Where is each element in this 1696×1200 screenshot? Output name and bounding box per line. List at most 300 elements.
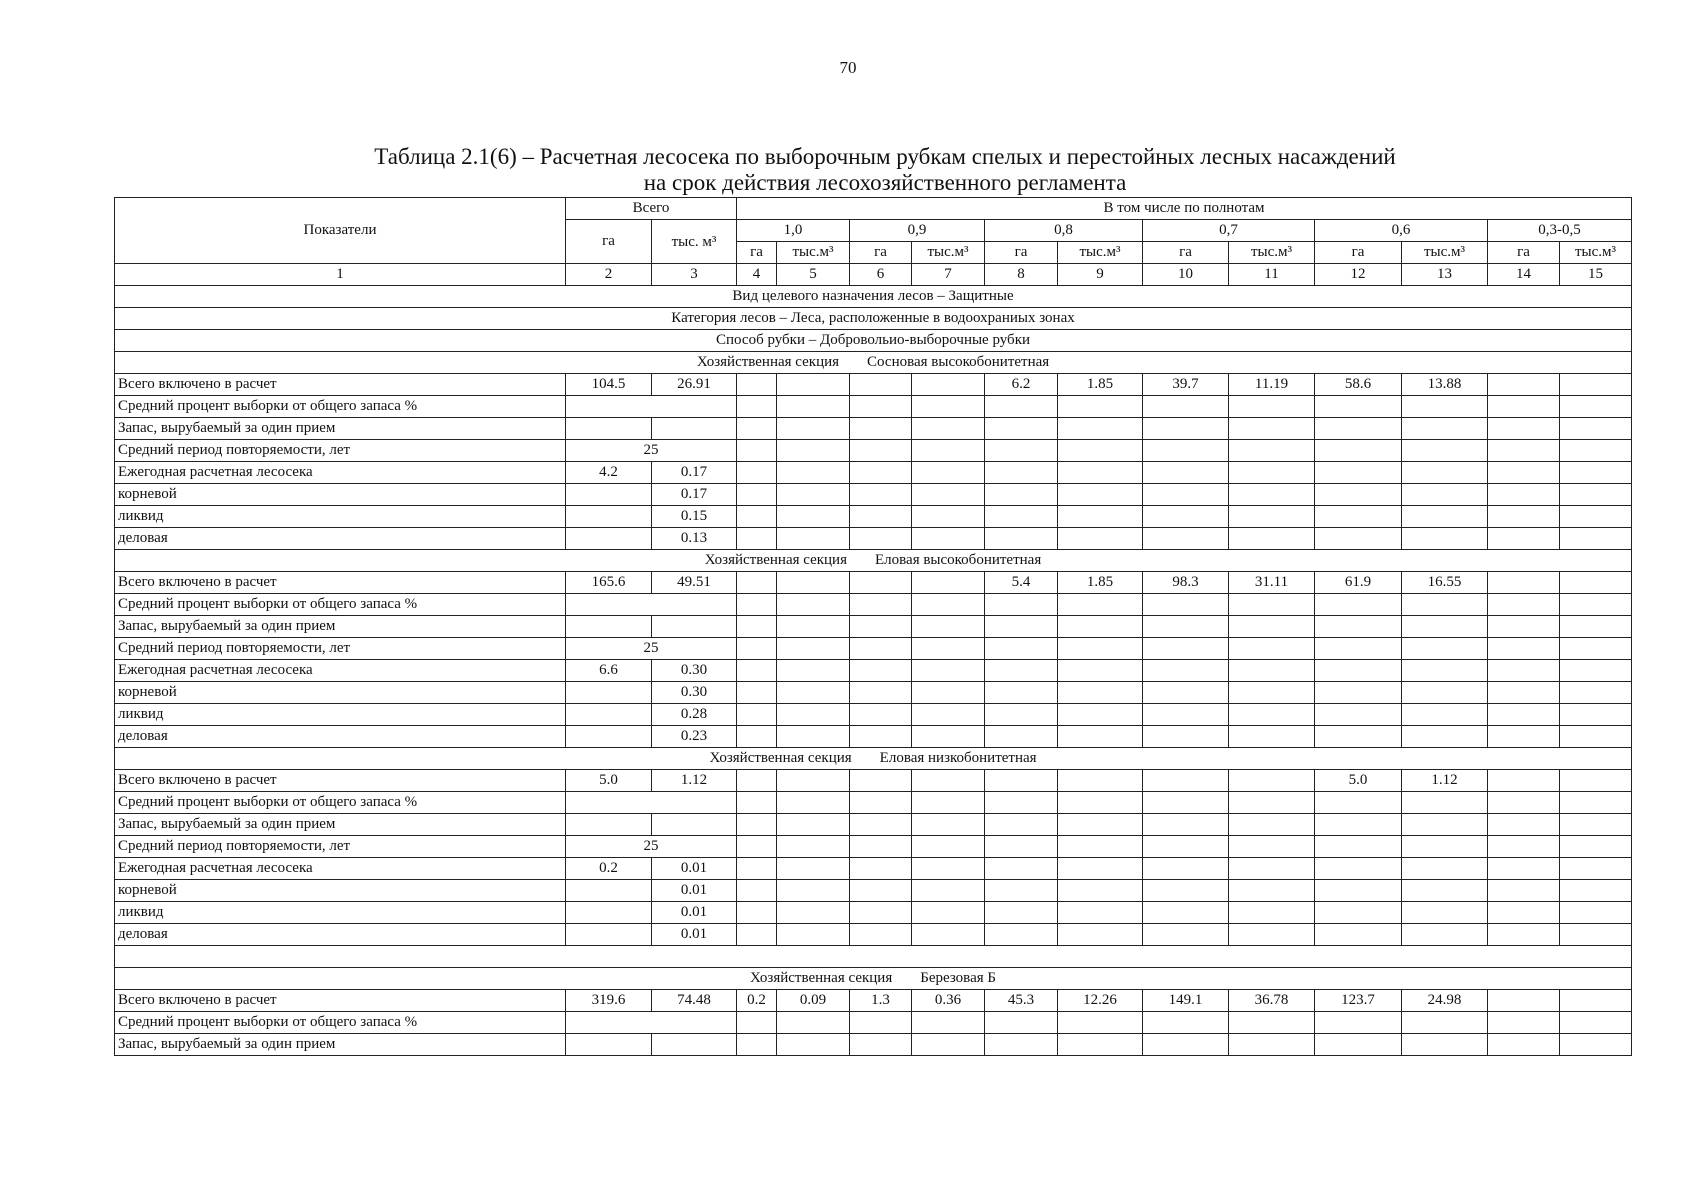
value-cell bbox=[1143, 396, 1229, 418]
value-cell bbox=[1229, 792, 1315, 814]
value-cell bbox=[1560, 484, 1632, 506]
row-label: деловая bbox=[115, 726, 566, 748]
header-unit-ha: га bbox=[985, 242, 1058, 264]
value-cell bbox=[985, 726, 1058, 748]
value-cell: 0.01 bbox=[652, 858, 737, 880]
value-cell bbox=[1402, 880, 1488, 902]
value-cell bbox=[777, 682, 850, 704]
header-column-numbers bbox=[115, 264, 1632, 286]
value-cell bbox=[985, 880, 1058, 902]
value-cell bbox=[985, 792, 1058, 814]
value-cell bbox=[850, 880, 912, 902]
value-cell: 4.2 bbox=[566, 462, 652, 484]
table-title bbox=[0, 144, 1696, 196]
value-cell bbox=[985, 682, 1058, 704]
value-cell bbox=[1315, 726, 1402, 748]
table-body bbox=[115, 286, 1632, 1056]
value-cell bbox=[566, 902, 652, 924]
value-cell bbox=[1560, 902, 1632, 924]
value-cell bbox=[1229, 396, 1315, 418]
value-cell bbox=[1143, 506, 1229, 528]
value-cell bbox=[1058, 594, 1143, 616]
value-cell bbox=[850, 902, 912, 924]
value-cell bbox=[985, 594, 1058, 616]
value-cell bbox=[1229, 440, 1315, 462]
row-label: Запас, вырубаемый за один прием bbox=[115, 1034, 566, 1056]
value-cell: 1.85 bbox=[1058, 374, 1143, 396]
value-cell bbox=[737, 704, 777, 726]
value-cell bbox=[566, 528, 652, 550]
col-number: 7 bbox=[912, 264, 985, 286]
value-cell bbox=[1058, 660, 1143, 682]
table-row bbox=[115, 770, 1632, 792]
value-cell bbox=[850, 770, 912, 792]
col-number: 4 bbox=[737, 264, 777, 286]
value-cell bbox=[1402, 638, 1488, 660]
value-cell bbox=[1229, 880, 1315, 902]
value-cell bbox=[912, 682, 985, 704]
value-cell bbox=[1402, 814, 1488, 836]
value-cell bbox=[850, 814, 912, 836]
table-row bbox=[115, 462, 1632, 484]
value-cell bbox=[912, 858, 985, 880]
value-cell bbox=[1560, 374, 1632, 396]
value-cell bbox=[737, 660, 777, 682]
value-cell bbox=[566, 726, 652, 748]
header-density-0-7: 0,7 bbox=[1143, 220, 1315, 242]
value-cell bbox=[652, 616, 737, 638]
value-cell bbox=[1143, 440, 1229, 462]
value-cell bbox=[1229, 704, 1315, 726]
value-cell bbox=[1143, 792, 1229, 814]
header-unit-thous-m3: тыс.м³ bbox=[777, 242, 850, 264]
table-row bbox=[115, 836, 1632, 858]
row-label: ликвид bbox=[115, 902, 566, 924]
value-cell bbox=[1058, 770, 1143, 792]
value-cell bbox=[850, 836, 912, 858]
cutting-method-band: Способ рубки – Добровольио-выборочные рубки bbox=[115, 330, 1632, 352]
value-cell bbox=[985, 770, 1058, 792]
value-cell bbox=[1229, 858, 1315, 880]
row-label: Запас, вырубаемый за один прием bbox=[115, 616, 566, 638]
value-cell: 6.6 bbox=[566, 660, 652, 682]
value-cell bbox=[737, 594, 777, 616]
value-cell bbox=[985, 506, 1058, 528]
value-cell bbox=[985, 924, 1058, 946]
value-cell: 0.01 bbox=[652, 924, 737, 946]
value-cell bbox=[850, 506, 912, 528]
value-cell bbox=[737, 374, 777, 396]
table-row bbox=[115, 1034, 1632, 1056]
section-header-row bbox=[115, 968, 1632, 990]
value-cell bbox=[1058, 682, 1143, 704]
row-label: ликвид bbox=[115, 506, 566, 528]
table-row bbox=[115, 682, 1632, 704]
value-cell bbox=[1402, 836, 1488, 858]
value-cell bbox=[1315, 660, 1402, 682]
value-cell bbox=[1058, 638, 1143, 660]
value-cell bbox=[1402, 440, 1488, 462]
value-cell bbox=[652, 814, 737, 836]
value-cell bbox=[566, 682, 652, 704]
value-cell: 0.36 bbox=[912, 990, 985, 1012]
value-cell bbox=[1402, 396, 1488, 418]
row-label: корневой bbox=[115, 682, 566, 704]
value-cell bbox=[850, 704, 912, 726]
value-cell bbox=[566, 924, 652, 946]
value-cell bbox=[985, 814, 1058, 836]
table-header bbox=[115, 198, 1632, 286]
value-cell bbox=[1402, 1012, 1488, 1034]
value-cell: 0.28 bbox=[652, 704, 737, 726]
header-indicators: Показатели bbox=[115, 198, 566, 264]
row-label: Всего включено в расчет bbox=[115, 374, 566, 396]
value-cell bbox=[1143, 682, 1229, 704]
value-cell bbox=[1560, 506, 1632, 528]
header-unit-ha: га bbox=[850, 242, 912, 264]
value-cell bbox=[850, 462, 912, 484]
value-cell bbox=[566, 704, 652, 726]
col-number: 10 bbox=[1143, 264, 1229, 286]
table-row bbox=[115, 440, 1632, 462]
value-cell bbox=[912, 814, 985, 836]
value-cell bbox=[737, 902, 777, 924]
value-cell bbox=[1488, 1034, 1560, 1056]
value-cell bbox=[850, 792, 912, 814]
value-cell: 61.9 bbox=[1315, 572, 1402, 594]
value-cell bbox=[985, 1034, 1058, 1056]
value-cell bbox=[850, 594, 912, 616]
value-cell bbox=[1488, 770, 1560, 792]
value-cell bbox=[1488, 1012, 1560, 1034]
section-header-row bbox=[115, 550, 1632, 572]
value-cell bbox=[1560, 1034, 1632, 1056]
table-row bbox=[115, 660, 1632, 682]
header-total-ha: га bbox=[566, 220, 652, 264]
value-cell bbox=[1560, 792, 1632, 814]
value-cell bbox=[1229, 528, 1315, 550]
value-cell bbox=[777, 462, 850, 484]
value-cell bbox=[777, 594, 850, 616]
row-label: Ежегодная расчетная лесосека bbox=[115, 858, 566, 880]
value-cell bbox=[912, 880, 985, 902]
section-label: Хозяйственная секция bbox=[709, 750, 852, 766]
section-header bbox=[115, 352, 1632, 374]
row-label: корневой bbox=[115, 880, 566, 902]
value-cell: 0.13 bbox=[652, 528, 737, 550]
value-cell bbox=[1315, 462, 1402, 484]
value-cell: 12.26 bbox=[1058, 990, 1143, 1012]
value-cell bbox=[1229, 462, 1315, 484]
value-cell bbox=[1402, 726, 1488, 748]
value-cell bbox=[1143, 462, 1229, 484]
value-cell bbox=[1143, 418, 1229, 440]
value-cell bbox=[912, 462, 985, 484]
table-row bbox=[115, 858, 1632, 880]
value-cell bbox=[652, 1034, 737, 1056]
value-cell bbox=[1229, 616, 1315, 638]
value-cell bbox=[1488, 682, 1560, 704]
value-cell: 13.88 bbox=[1402, 374, 1488, 396]
value-cell bbox=[1315, 616, 1402, 638]
value-cell bbox=[912, 440, 985, 462]
row-label: Ежегодная расчетная лесосека bbox=[115, 462, 566, 484]
value-cell: 0.2 bbox=[737, 990, 777, 1012]
value-cell: 1.85 bbox=[1058, 572, 1143, 594]
value-cell bbox=[850, 418, 912, 440]
value-cell bbox=[1315, 682, 1402, 704]
value-cell bbox=[737, 572, 777, 594]
value-cell bbox=[850, 726, 912, 748]
value-cell bbox=[1488, 484, 1560, 506]
value-cell: 5.0 bbox=[1315, 770, 1402, 792]
value-cell bbox=[566, 418, 652, 440]
value-cell bbox=[737, 682, 777, 704]
value-cell bbox=[1229, 902, 1315, 924]
value-cell bbox=[737, 462, 777, 484]
value-cell bbox=[1315, 858, 1402, 880]
value-cell bbox=[1143, 836, 1229, 858]
value-cell bbox=[566, 616, 652, 638]
forest-category-band: Категория лесов – Леса, расположенные в водоохраниых зонах bbox=[115, 308, 1632, 330]
value-cell bbox=[566, 1034, 652, 1056]
value-cell bbox=[1560, 880, 1632, 902]
value-cell bbox=[1315, 880, 1402, 902]
value-cell bbox=[1229, 1034, 1315, 1056]
forest-purpose-band: Вид целевого назначения лесов – Защитные bbox=[115, 286, 1632, 308]
col-number: 14 bbox=[1488, 264, 1560, 286]
value-cell bbox=[737, 616, 777, 638]
value-cell bbox=[1143, 484, 1229, 506]
value-cell bbox=[850, 528, 912, 550]
value-cell bbox=[850, 484, 912, 506]
value-cell bbox=[850, 1034, 912, 1056]
value-cell: 74.48 bbox=[652, 990, 737, 1012]
value-cell bbox=[985, 858, 1058, 880]
value-cell bbox=[1488, 858, 1560, 880]
value-cell bbox=[1488, 704, 1560, 726]
value-cell bbox=[1488, 616, 1560, 638]
value-cell bbox=[985, 418, 1058, 440]
value-cell bbox=[850, 440, 912, 462]
value-cell bbox=[777, 858, 850, 880]
value-cell: 0.30 bbox=[652, 682, 737, 704]
value-cell bbox=[1402, 462, 1488, 484]
value-cell: 39.7 bbox=[1143, 374, 1229, 396]
value-cell bbox=[1229, 770, 1315, 792]
col-number: 9 bbox=[1058, 264, 1143, 286]
value-cell bbox=[1143, 902, 1229, 924]
value-cell: 0.2 bbox=[566, 858, 652, 880]
header-unit-ha: га bbox=[1143, 242, 1229, 264]
value-cell bbox=[1402, 594, 1488, 616]
value-cell: 5.0 bbox=[566, 770, 652, 792]
value-cell bbox=[1058, 792, 1143, 814]
value-cell bbox=[985, 396, 1058, 418]
value-cell bbox=[1488, 660, 1560, 682]
merged-value-cell: 25 bbox=[566, 638, 737, 660]
value-cell bbox=[1560, 638, 1632, 660]
value-cell bbox=[850, 924, 912, 946]
value-cell bbox=[1143, 704, 1229, 726]
section-header bbox=[115, 968, 1632, 990]
value-cell bbox=[1488, 594, 1560, 616]
col-number: 6 bbox=[850, 264, 912, 286]
section-name: Сосновая высокобонитетная bbox=[867, 354, 1050, 370]
table-row bbox=[115, 1012, 1632, 1034]
value-cell bbox=[737, 726, 777, 748]
value-cell bbox=[777, 418, 850, 440]
col-number: 3 bbox=[652, 264, 737, 286]
value-cell bbox=[1402, 660, 1488, 682]
section-name: Березовая Б bbox=[920, 970, 996, 986]
page-number: 70 bbox=[839, 58, 857, 77]
value-cell bbox=[777, 638, 850, 660]
value-cell bbox=[912, 902, 985, 924]
value-cell bbox=[777, 396, 850, 418]
value-cell bbox=[1058, 1012, 1143, 1034]
value-cell bbox=[1402, 506, 1488, 528]
row-label: Средний процент выборки от общего запаса % bbox=[115, 1012, 566, 1034]
value-cell: 149.1 bbox=[1143, 990, 1229, 1012]
row-label: Всего включено в расчет bbox=[115, 770, 566, 792]
value-cell bbox=[1560, 990, 1632, 1012]
header-unit-ha: га bbox=[1488, 242, 1560, 264]
header-density-0-6: 0,6 bbox=[1315, 220, 1488, 242]
header-density-0-8: 0,8 bbox=[985, 220, 1143, 242]
value-cell bbox=[1488, 440, 1560, 462]
value-cell bbox=[912, 792, 985, 814]
value-cell bbox=[777, 770, 850, 792]
band-row bbox=[115, 308, 1632, 330]
value-cell bbox=[737, 484, 777, 506]
merged-value-cell bbox=[566, 594, 737, 616]
table-row bbox=[115, 418, 1632, 440]
value-cell: 104.5 bbox=[566, 374, 652, 396]
value-cell bbox=[737, 836, 777, 858]
table-title-line1: Таблица 2.1(6) – Расчетная лесосека по выборочным рубкам спелых и перестойных лесных насаждений bbox=[374, 144, 1396, 169]
value-cell bbox=[777, 572, 850, 594]
value-cell bbox=[777, 902, 850, 924]
value-cell bbox=[737, 638, 777, 660]
col-number: 5 bbox=[777, 264, 850, 286]
value-cell bbox=[1058, 726, 1143, 748]
value-cell: 1.12 bbox=[1402, 770, 1488, 792]
merged-value-cell bbox=[566, 396, 737, 418]
table-row bbox=[115, 396, 1632, 418]
value-cell bbox=[1229, 638, 1315, 660]
band-row bbox=[115, 330, 1632, 352]
value-cell bbox=[912, 660, 985, 682]
value-cell bbox=[1560, 858, 1632, 880]
value-cell: 5.4 bbox=[985, 572, 1058, 594]
header-total: Всего bbox=[566, 198, 737, 220]
section-name: Еловая низкобонитетная bbox=[879, 750, 1037, 766]
row-label: Ежегодная расчетная лесосека bbox=[115, 660, 566, 682]
row-label: корневой bbox=[115, 484, 566, 506]
value-cell bbox=[912, 374, 985, 396]
table-title-line2: на срок действия лесохозяйственного регламента bbox=[643, 170, 1127, 195]
value-cell bbox=[777, 792, 850, 814]
value-cell bbox=[1143, 1034, 1229, 1056]
value-cell bbox=[777, 528, 850, 550]
value-cell bbox=[1229, 1012, 1315, 1034]
value-cell bbox=[850, 858, 912, 880]
value-cell bbox=[1229, 814, 1315, 836]
section-label: Хозяйственная секция bbox=[750, 970, 893, 986]
value-cell bbox=[1058, 924, 1143, 946]
value-cell bbox=[566, 880, 652, 902]
value-cell bbox=[777, 814, 850, 836]
value-cell: 0.17 bbox=[652, 462, 737, 484]
value-cell bbox=[1229, 682, 1315, 704]
value-cell bbox=[1058, 704, 1143, 726]
section-label: Хозяйственная секция bbox=[696, 354, 840, 370]
value-cell: 45.3 bbox=[985, 990, 1058, 1012]
value-cell bbox=[850, 638, 912, 660]
value-cell bbox=[912, 770, 985, 792]
value-cell bbox=[985, 528, 1058, 550]
value-cell bbox=[850, 682, 912, 704]
value-cell bbox=[1058, 462, 1143, 484]
value-cell: 36.78 bbox=[1229, 990, 1315, 1012]
value-cell bbox=[1560, 924, 1632, 946]
value-cell bbox=[1402, 616, 1488, 638]
value-cell bbox=[1143, 594, 1229, 616]
value-cell bbox=[985, 638, 1058, 660]
value-cell bbox=[1488, 814, 1560, 836]
value-cell bbox=[1488, 418, 1560, 440]
row-label: Запас, вырубаемый за один прием bbox=[115, 814, 566, 836]
merged-value-cell bbox=[566, 792, 737, 814]
value-cell bbox=[1402, 418, 1488, 440]
value-cell: 1.12 bbox=[652, 770, 737, 792]
value-cell bbox=[566, 484, 652, 506]
value-cell: 1.3 bbox=[850, 990, 912, 1012]
value-cell bbox=[777, 836, 850, 858]
value-cell bbox=[737, 1034, 777, 1056]
header-unit-thous-m3: тыс.м³ bbox=[1560, 242, 1632, 264]
value-cell: 98.3 bbox=[1143, 572, 1229, 594]
value-cell bbox=[737, 418, 777, 440]
header-unit-thous-m3: тыс.м³ bbox=[1229, 242, 1315, 264]
table-row bbox=[115, 374, 1632, 396]
value-cell bbox=[777, 374, 850, 396]
value-cell bbox=[1488, 528, 1560, 550]
value-cell bbox=[1315, 506, 1402, 528]
value-cell bbox=[1058, 880, 1143, 902]
table-row bbox=[115, 792, 1632, 814]
header-unit-thous-m3: тыс.м³ bbox=[1402, 242, 1488, 264]
value-cell bbox=[652, 418, 737, 440]
value-cell bbox=[985, 1012, 1058, 1034]
value-cell bbox=[1315, 924, 1402, 946]
value-cell bbox=[737, 858, 777, 880]
value-cell bbox=[912, 396, 985, 418]
table-row bbox=[115, 528, 1632, 550]
value-cell bbox=[1560, 440, 1632, 462]
table-container bbox=[114, 197, 1631, 1056]
value-cell bbox=[1058, 528, 1143, 550]
value-cell bbox=[912, 594, 985, 616]
value-cell bbox=[1315, 836, 1402, 858]
value-cell bbox=[1488, 462, 1560, 484]
value-cell bbox=[737, 770, 777, 792]
value-cell bbox=[777, 880, 850, 902]
value-cell bbox=[1402, 704, 1488, 726]
value-cell bbox=[1560, 836, 1632, 858]
value-cell bbox=[912, 638, 985, 660]
